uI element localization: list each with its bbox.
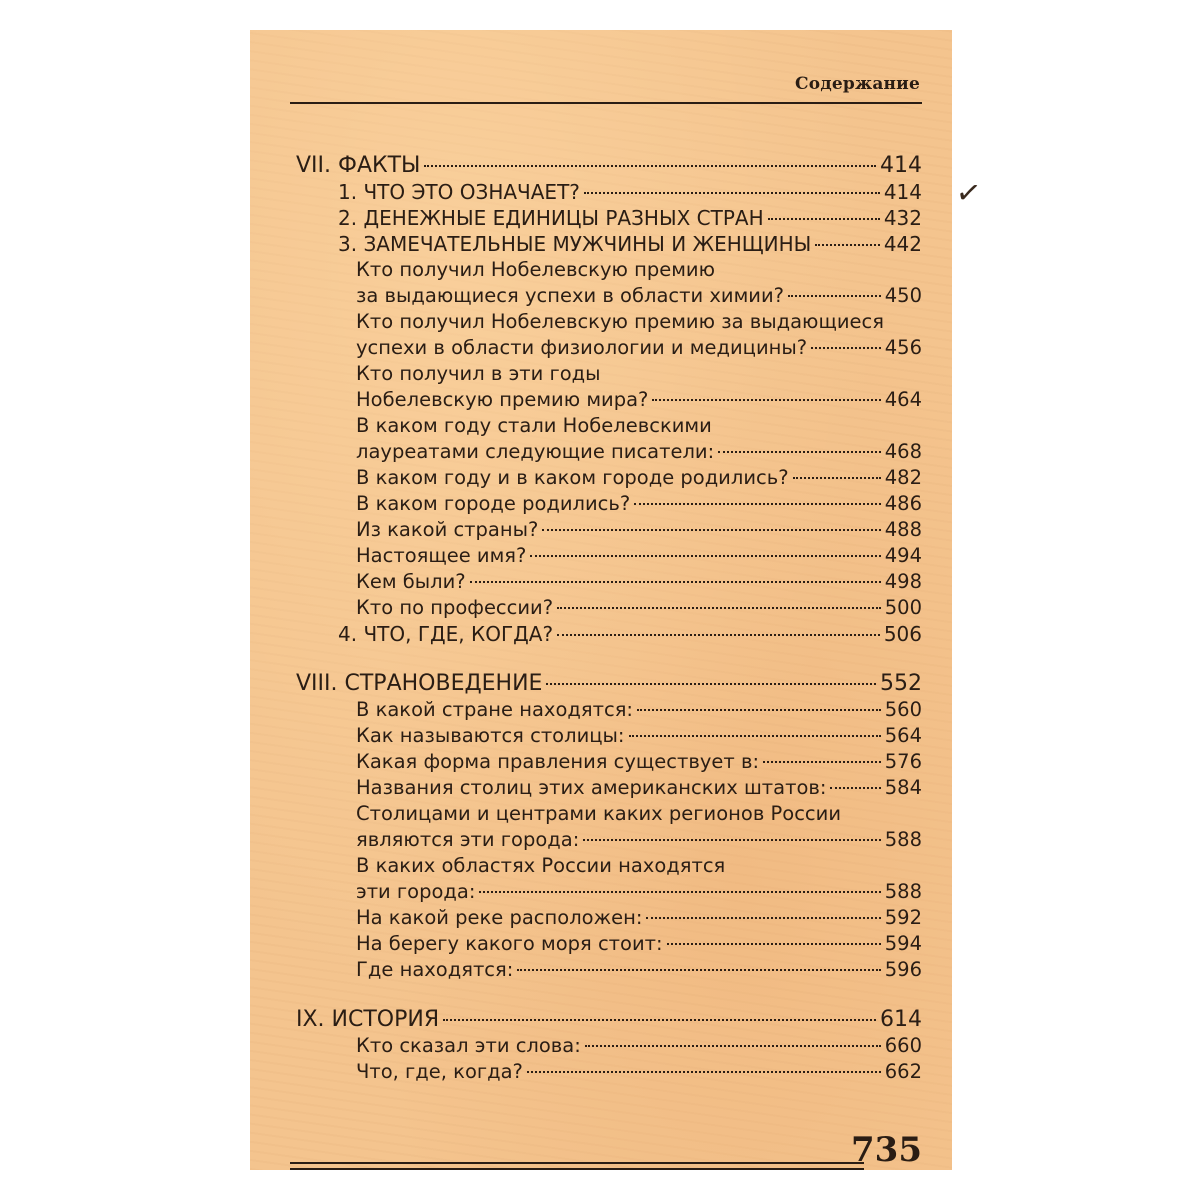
toc-entry-part-7[interactable] <box>296 154 922 178</box>
toc-entry-page: 588 <box>884 828 922 851</box>
dot-leader <box>811 347 881 349</box>
toc-entry-title: за выдающиеся успехи в области химии? <box>356 284 784 307</box>
toc-entry-page: 584 <box>884 776 922 799</box>
header-rule <box>290 102 922 104</box>
toc-entry[interactable] <box>356 932 922 956</box>
dot-leader <box>542 529 880 531</box>
toc-entry-title-line1: Кто получил в эти годы <box>356 362 601 385</box>
toc-entry-page: 468 <box>884 440 922 463</box>
dot-leader <box>830 787 880 789</box>
toc-entry-title: На какой реке расположен: <box>356 906 643 929</box>
toc-entry-page: 442 <box>883 232 922 256</box>
footer-rule <box>290 1162 864 1164</box>
toc-entry[interactable] <box>356 724 922 748</box>
page-number: 735 <box>851 1130 922 1170</box>
toc-entry[interactable] <box>356 698 922 722</box>
toc-entry[interactable] <box>356 388 922 412</box>
dot-leader <box>788 295 881 297</box>
toc-entry-title: Кто сказал эти слова: <box>356 1034 581 1057</box>
dot-leader <box>793 477 881 479</box>
dot-leader <box>527 1071 881 1073</box>
dot-leader <box>634 503 881 505</box>
toc-entry-page: 414 <box>880 153 922 178</box>
dot-leader <box>637 709 881 711</box>
toc-entry-page: 660 <box>884 1034 922 1057</box>
toc-entry[interactable] <box>356 596 922 620</box>
dot-leader <box>768 218 880 220</box>
toc-entry[interactable] <box>356 544 922 568</box>
toc-entry-title: Настоящее имя? <box>356 544 527 567</box>
toc-entry-page: 482 <box>884 466 922 489</box>
toc-entry-page: 560 <box>884 698 922 721</box>
toc-entry-title: 4. ЧТО, ГДЕ, КОГДА? <box>338 622 554 646</box>
book-page <box>250 30 984 1170</box>
toc-entry-page: 596 <box>884 958 922 981</box>
toc-entry-title-line1: В каких областях России находятся <box>356 854 726 877</box>
toc-entry-title: 3. ЗАМЕЧАТЕЛЬНЫЕ МУЖЧИНЫ И ЖЕНЩИНЫ <box>338 232 812 256</box>
toc-entry-title: VII. ФАКТЫ <box>296 153 421 178</box>
toc-entry-chapter-1[interactable] <box>338 180 922 204</box>
dot-leader <box>652 399 880 401</box>
toc-entry-title: Названия столиц этих американских штатов: <box>356 776 827 799</box>
dot-leader <box>646 917 880 919</box>
toc-entry-chapter-2[interactable] <box>338 206 922 230</box>
toc-entry-title-line1: Столицами и центрами каких регионов России <box>356 802 841 825</box>
toc-entry-page: 614 <box>880 1007 922 1032</box>
toc-entry-title: 1. ЧТО ЭТО ОЗНАЧАЕТ? <box>338 180 580 204</box>
toc-entry-page: 432 <box>883 206 922 230</box>
toc-entry-page: 576 <box>884 750 922 773</box>
toc-entry-title: IX. ИСТОРИЯ <box>296 1007 440 1032</box>
dot-leader <box>517 969 880 971</box>
toc-entry-part-9[interactable] <box>296 1008 922 1032</box>
toc-entry[interactable] <box>356 750 922 774</box>
toc-entry-page: 662 <box>884 1060 922 1083</box>
toc-entry[interactable] <box>356 466 922 490</box>
toc-entry-title: Где находятся: <box>356 958 514 981</box>
toc-entry-page: 594 <box>884 932 922 955</box>
toc-entry-page: 456 <box>884 336 922 359</box>
dot-leader <box>470 581 881 583</box>
toc-entry-title: Нобелевскую премию мира? <box>356 388 649 411</box>
toc-entry[interactable] <box>356 440 922 464</box>
dot-leader <box>530 555 880 557</box>
toc-entry-chapter-4[interactable] <box>338 622 922 646</box>
toc-entry-title: успехи в области физиологии и медицины? <box>356 336 808 359</box>
dot-leader <box>584 192 880 194</box>
toc-entry[interactable] <box>356 1060 922 1084</box>
toc-entry-title: эти города: <box>356 880 476 903</box>
running-head: Содержание <box>795 74 920 94</box>
toc-entry[interactable] <box>356 958 922 982</box>
toc-entry-title: Что, где, когда? <box>356 1060 523 1083</box>
dot-leader <box>585 1045 881 1047</box>
toc-entry-page: 506 <box>883 622 922 646</box>
toc-entry-page: 486 <box>884 492 922 515</box>
toc-entry-title-line1: Кто получил Нобелевскую премию за выдающиеся <box>356 310 884 333</box>
toc-entry-page: 498 <box>884 570 922 593</box>
toc-entry-title: На берегу какого моря стоит: <box>356 932 663 955</box>
toc-entry-page: 564 <box>884 724 922 747</box>
toc-entry-title-line1: В каком году стали Нобелевскими <box>356 414 712 437</box>
handwritten-check-mark: ✓ <box>953 174 984 213</box>
toc-entry-title: VIII. СТРАНОВЕДЕНИЕ <box>296 671 543 696</box>
toc-entry-title: являются эти города: <box>356 828 580 851</box>
toc-entry-page: 488 <box>884 518 922 541</box>
toc-entry-title: Из какой страны? <box>356 518 539 541</box>
toc-entry-part-8[interactable] <box>296 672 922 696</box>
dot-leader <box>557 634 880 636</box>
dot-leader <box>583 839 881 841</box>
dot-leader <box>443 1019 876 1021</box>
toc-entry-page: 592 <box>884 906 922 929</box>
toc-entry[interactable] <box>356 776 922 800</box>
toc-entry[interactable] <box>356 492 922 516</box>
dot-leader <box>479 891 880 893</box>
toc-entry-title: В каком городе родились? <box>356 492 631 515</box>
toc-entry-chapter-3[interactable] <box>338 232 922 256</box>
toc-entry[interactable] <box>356 1034 922 1058</box>
dot-leader <box>667 943 881 945</box>
dot-leader <box>815 244 880 246</box>
toc-entry[interactable] <box>356 284 922 308</box>
toc-entry-title: 2. ДЕНЕЖНЫЕ ЕДИНИЦЫ РАЗНЫХ СТРАН <box>338 206 764 230</box>
toc-entry-page: 500 <box>884 596 922 619</box>
toc-entry-page: 588 <box>884 880 922 903</box>
toc-entry[interactable] <box>356 906 922 930</box>
toc-entry[interactable] <box>356 518 922 542</box>
dot-leader <box>718 451 881 453</box>
toc-entry-title-line1: Кто получил Нобелевскую премию <box>356 258 716 281</box>
dot-leader <box>763 761 881 763</box>
toc-entry-page: 552 <box>880 671 922 696</box>
toc-entry[interactable] <box>356 336 922 360</box>
toc-entry-page: 450 <box>884 284 922 307</box>
toc-entry-title: Кем были? <box>356 570 466 593</box>
toc-entry-title: Кто по профессии? <box>356 596 554 619</box>
toc-entry-title: лауреатами следующие писатели: <box>356 440 715 463</box>
toc-entry-page: 464 <box>884 388 922 411</box>
dot-leader <box>546 683 876 685</box>
toc-entry-title: Как называются столицы: <box>356 724 625 747</box>
toc-entry[interactable] <box>356 828 922 852</box>
dot-leader <box>424 165 876 167</box>
toc-entry[interactable] <box>356 880 922 904</box>
toc-entry-title: В какой стране находятся: <box>356 698 633 721</box>
toc-entry[interactable] <box>356 570 922 594</box>
toc-entry-page: 494 <box>884 544 922 567</box>
toc-entry-title: В каком году и в каком городе родились? <box>356 466 789 489</box>
footer-rule <box>290 1168 864 1170</box>
toc-entry-title: Какая форма правления существует в: <box>356 750 760 773</box>
dot-leader <box>557 607 881 609</box>
dot-leader <box>629 735 881 737</box>
toc-entry-page: 414 <box>883 180 922 204</box>
